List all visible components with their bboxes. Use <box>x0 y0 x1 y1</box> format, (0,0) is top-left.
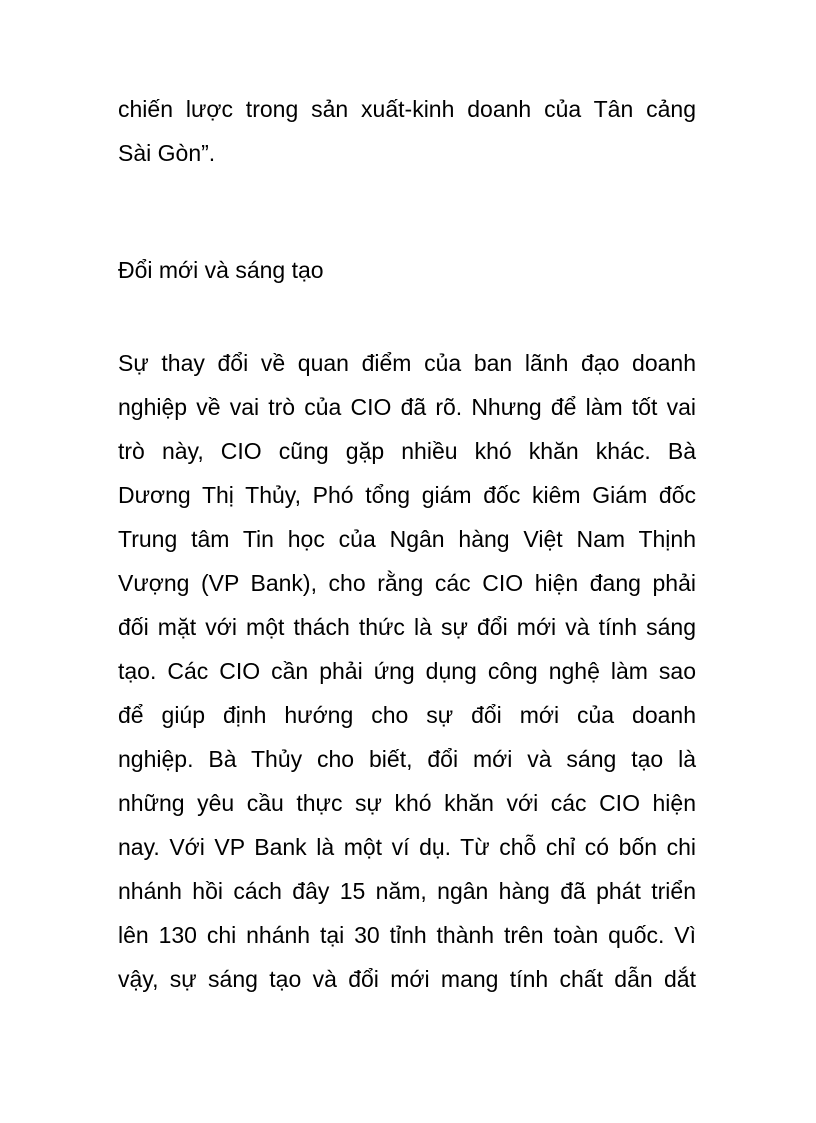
body-line-4: Dương Thị Thủy, Phó tổng giám đốc kiêm Giám đốc <box>118 482 696 508</box>
body-line-7: đối mặt với một thách thức là sự đổi mới và tính sáng <box>118 614 696 640</box>
body-line-5: Trung tâm Tin học của Ngân hàng Việt Nam Thịnh <box>118 526 696 552</box>
body-line-3: trò này, CIO cũng gặp nhiều khó khăn khác. Bà <box>118 438 696 464</box>
body-line-10: nghiệp. Bà Thủy cho biết, đổi mới và sáng tạo là <box>118 746 696 772</box>
body-line-2: nghiệp về vai trò của CIO đã rõ. Nhưng để làm tốt vai <box>118 394 696 420</box>
body-line-12: nay. Với VP Bank là một ví dụ. Từ chỗ chỉ có bốn chi <box>118 834 696 860</box>
intro-line-1: chiến lược trong sản xuất-kinh doanh của Tân cảng <box>118 96 696 122</box>
body-line-11: những yêu cầu thực sự khó khăn với các CIO hiện <box>118 790 696 816</box>
body-line-9: để giúp định hướng cho sự đổi mới của doanh <box>118 702 696 728</box>
body-line-8: tạo. Các CIO cần phải ứng dụng công nghệ làm sao <box>118 658 696 684</box>
intro-paragraph <box>118 96 696 184</box>
body-line-13: nhánh hồi cách đây 15 năm, ngân hàng đã phát triển <box>118 878 696 904</box>
body-line-1: Sự thay đổi về quan điểm của ban lãnh đạo doanh <box>118 350 696 376</box>
intro-line-2: Sài Gòn”. <box>118 140 216 166</box>
body-line-6: Vượng (VP Bank), cho rằng các CIO hiện đang phải <box>118 570 696 596</box>
body-paragraph <box>118 350 696 1010</box>
body-line-14: lên 130 chi nhánh tại 30 tỉnh thành trên toàn quốc. Vì <box>118 922 696 948</box>
section-heading: Đổi mới và sáng tạo <box>118 257 324 283</box>
body-line-15: vậy, sự sáng tạo và đổi mới mang tính chất dẫn dắt <box>118 966 696 992</box>
